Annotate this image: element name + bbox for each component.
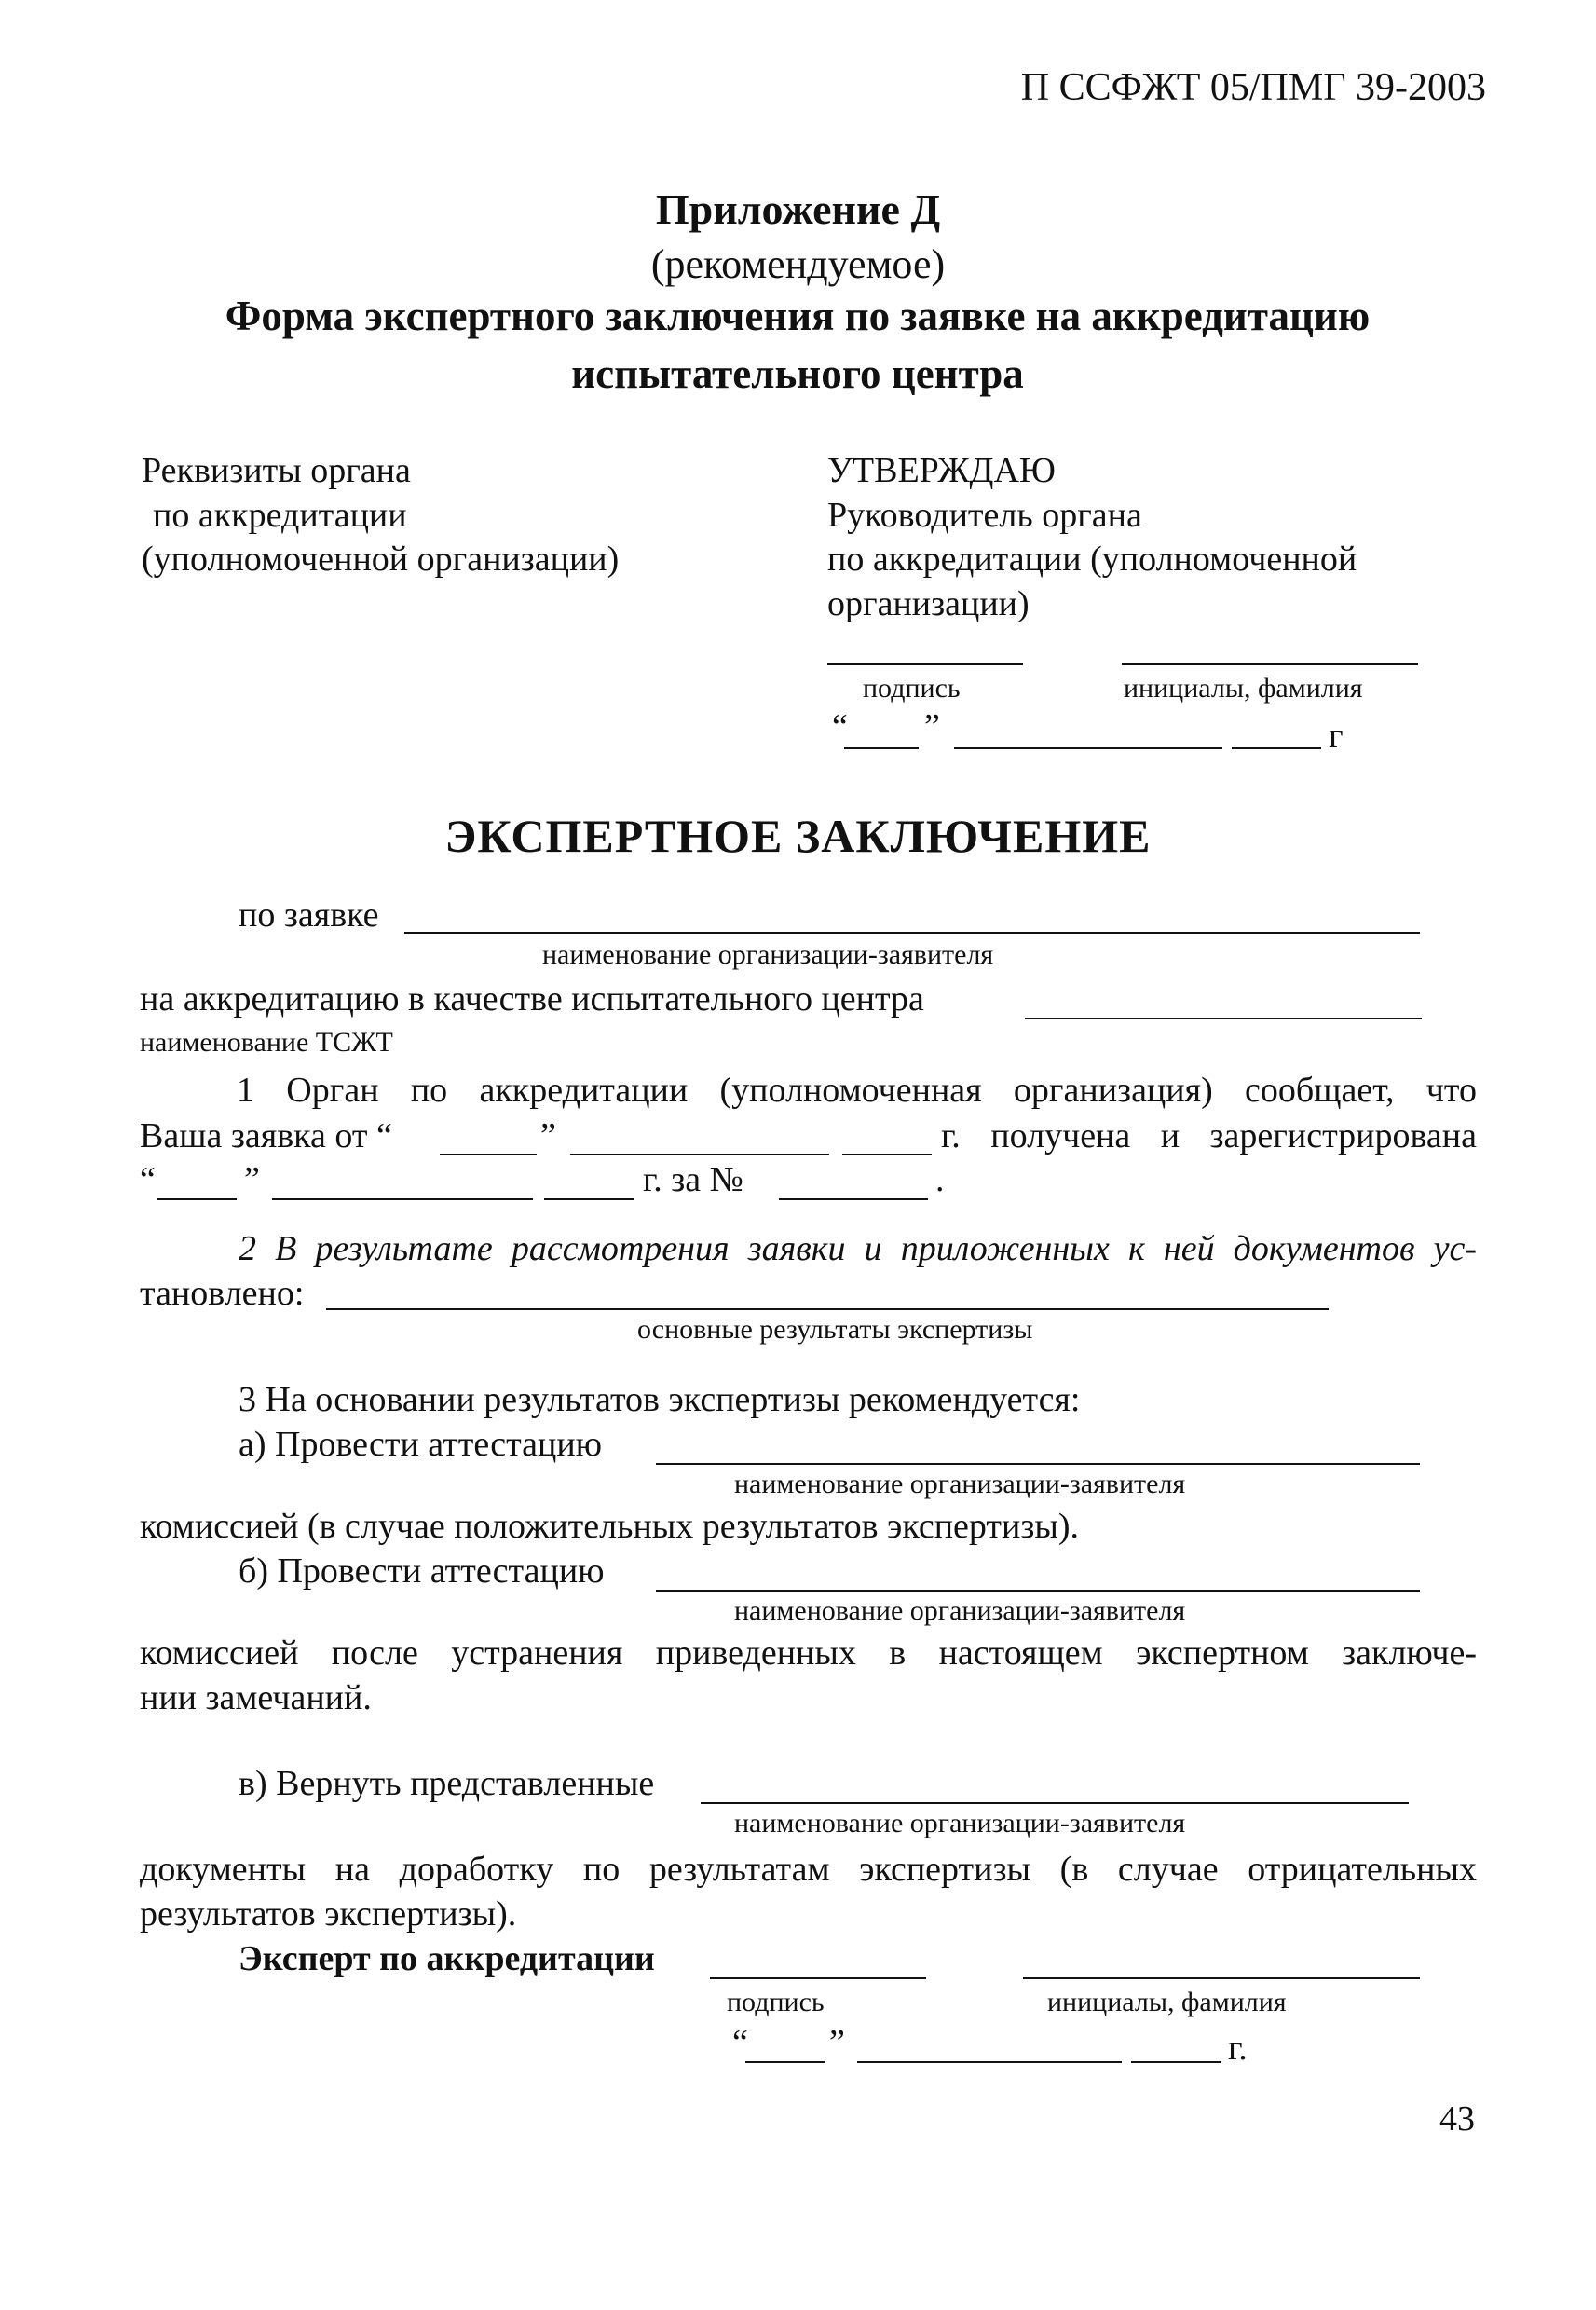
- p3-b-tail-2: нии замечаний.: [140, 1678, 372, 1717]
- p1-date-close-quote: ”: [540, 1116, 556, 1155]
- approval-signature-caption: подпись: [863, 673, 961, 704]
- p3-c-label: в) Вернуть представленные: [239, 1764, 655, 1803]
- request-applicant-caption: наименование организации-заявителя: [542, 939, 994, 970]
- expert-month-line: [857, 2061, 1122, 2063]
- expert-signature-caption: подпись: [727, 1987, 825, 2017]
- approval-year-suffix: г: [1329, 717, 1344, 756]
- page-number: 43: [1439, 2099, 1475, 2139]
- expert-year-suffix: г.: [1228, 2029, 1248, 2068]
- p1-received-text: г. получена и зарегистрирована: [941, 1116, 1477, 1155]
- expert-date-close-quote: ”: [829, 2023, 845, 2062]
- approval-line-3: организации): [827, 584, 1030, 623]
- request-applicant-line: [404, 932, 1420, 934]
- p1-period: .: [935, 1160, 945, 1199]
- requisites-line-2: по аккредитации: [153, 496, 407, 535]
- p3-c-tail-1: документы на доработку по результатам экспертизы (в случае отрицательных: [140, 1850, 1477, 1889]
- approval-date-open-quote: “: [832, 707, 848, 746]
- approval-name-line: [1122, 663, 1418, 665]
- approval-line-2: по аккредитации (уполномоченной: [827, 540, 1357, 579]
- approval-day-line: [844, 747, 919, 749]
- expert-year-line: [1131, 2061, 1221, 2063]
- expert-label: Эксперт по аккредитации: [239, 1939, 655, 1978]
- test-center-name-line: [1025, 1018, 1422, 1019]
- expert-name-line: [1023, 1977, 1420, 1979]
- approval-name-caption: инициалы, фамилия: [1124, 673, 1363, 704]
- p1-year-line: [842, 1154, 932, 1155]
- appendix-title: Приложение Д: [655, 185, 941, 233]
- approval-line-1: Руководитель органа: [827, 496, 1142, 535]
- p1-month-line: [570, 1154, 829, 1155]
- p1-day-line: [440, 1154, 537, 1155]
- p3-a-applicant-caption: наименование организации-заявителя: [734, 1469, 1186, 1499]
- requisites-line-1: Реквизиты органа: [142, 451, 411, 490]
- approval-month-line: [954, 747, 1222, 749]
- p1-reg-number-label: г. за №: [643, 1160, 743, 1199]
- p1-reg-number-line: [779, 1198, 928, 1200]
- expert-date-open-quote: “: [732, 2023, 748, 2062]
- tszht-name-caption: наименование ТСЖТ: [140, 1027, 393, 1058]
- requisites-line-3: (уполномоченной организации): [142, 540, 620, 579]
- form-title: Форма экспертного заключения по заявке на аккредитацию испытательного центра: [225, 293, 1371, 397]
- p3-a-tail: комиссией (в случае положительных результатов экспертизы).: [140, 1507, 1080, 1546]
- p1-reg-month-line: [272, 1198, 533, 1200]
- p1-reg-close-quote: ”: [244, 1160, 260, 1199]
- approval-date-close-quote: ”: [924, 707, 940, 746]
- p3-a-label: а) Провести аттестацию: [239, 1425, 603, 1464]
- accreditation-as-label: на аккредитацию в качестве испытательного центра: [140, 979, 924, 1018]
- p3-c-applicant-line: [701, 1802, 1409, 1804]
- p3-b-applicant-caption: наименование организации-заявителя: [734, 1595, 1186, 1626]
- p3-b-applicant-line: [656, 1590, 1420, 1592]
- expert-day-line: [745, 2061, 825, 2063]
- approval-year-line: [1232, 747, 1321, 749]
- p2-results-caption: основные результаты экспертизы: [637, 1314, 1033, 1345]
- p3-a-applicant-line: [656, 1463, 1420, 1465]
- p1-line-1: 1 Орган по аккредитации (уполномоченная организация) сообщает, что: [237, 1071, 1477, 1110]
- approve-label: УТВЕРЖДАЮ: [827, 451, 1056, 490]
- p2-line-1: 2 В результате рассмотрения заявки и приложенных к ней документов ус-: [239, 1229, 1477, 1268]
- expert-name-caption: инициалы, фамилия: [1047, 1987, 1287, 2017]
- p3-c-tail-2: результатов экспертизы).: [140, 1894, 517, 1934]
- expert-signature-line: [710, 1977, 926, 1979]
- p2-results-line: [326, 1308, 1329, 1310]
- p3-intro: 3 На основании результатов экспертизы рекомендуется:: [239, 1380, 1081, 1419]
- by-request-label: по заявке: [239, 895, 379, 935]
- document-code: П ССФЖТ 05/ПМГ 39-2003: [1020, 66, 1486, 109]
- appendix-status: (рекомендуемое): [650, 241, 946, 287]
- p1-reg-day-line: [157, 1198, 237, 1200]
- p1-reg-open-quote: “: [140, 1160, 156, 1199]
- p3-b-tail-1: комиссией после устранения приведенных в настоящем экспертном заключе-: [140, 1633, 1477, 1673]
- p2-line-2: тановлено:: [140, 1274, 305, 1313]
- p1-reg-year-line: [544, 1198, 634, 1200]
- conclusion-heading: ЭКСПЕРТНОЕ ЗАКЛЮЧЕНИЕ: [444, 810, 1152, 862]
- p1-date-label: Ваша заявка от “: [140, 1116, 392, 1155]
- p3-c-applicant-caption: наименование организации-заявителя: [734, 1808, 1186, 1838]
- approval-signature-line: [827, 663, 1023, 665]
- p3-b-label: б) Провести аттестацию: [239, 1551, 605, 1591]
